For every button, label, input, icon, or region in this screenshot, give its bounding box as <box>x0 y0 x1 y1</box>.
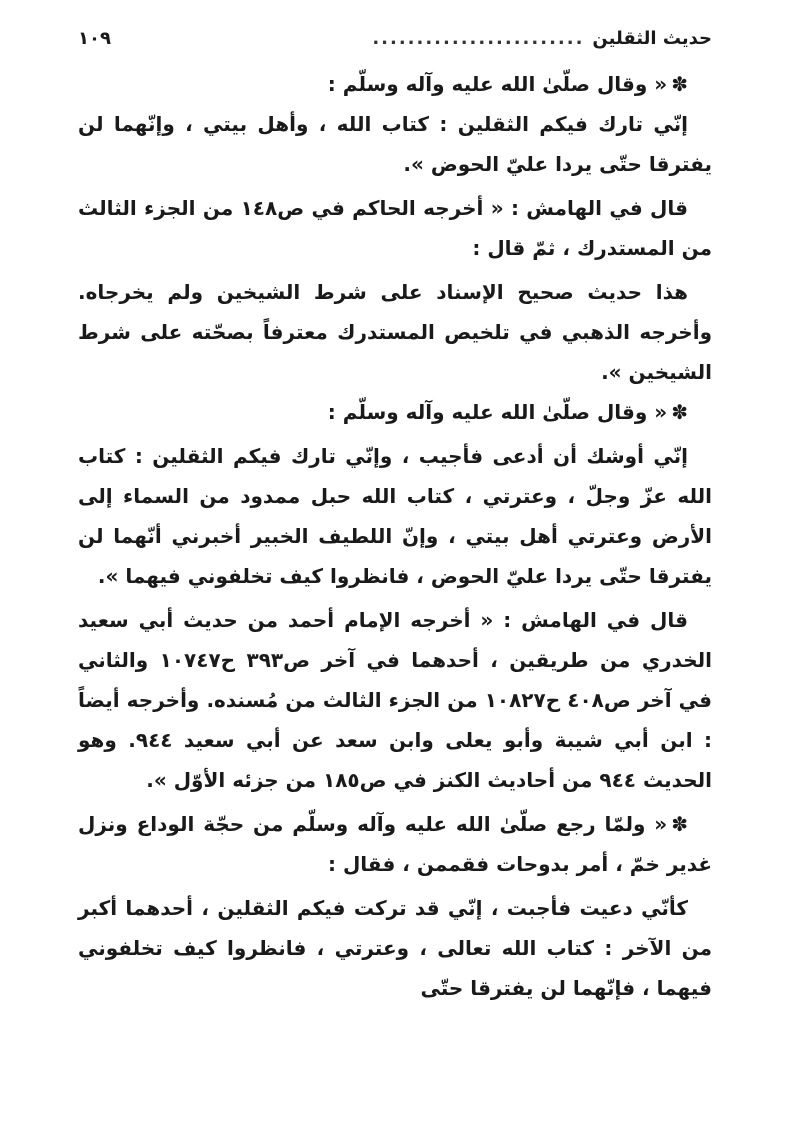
paragraph-1 <box>78 64 712 104</box>
paragraph-8-text: « ولمّا رجع صلّىٰ الله عليه وآله وسلّم من حجّة الوداع ونزل غدير خمّ ، أمر بدوحات فقممن ، فقال : <box>78 812 712 876</box>
paragraph-1-text: « وقال صلّىٰ الله عليه وآله وسلّم : <box>327 72 668 96</box>
paragraph-3: قال في الهامش : « أخرجه الحاكم في ص١٤٨ من الجزء الثالث من المستدرك ، ثمّ قال : <box>78 196 712 260</box>
paragraph-4: هذا حديث صحيح الإسناد على شرط الشيخين ولم يخرجاه. وأخرجه الذهبي في تلخيص المستدرك معترفاً بصحّته على شرط الشيخين ». <box>78 280 712 384</box>
running-header <box>78 28 712 64</box>
paragraph-8 <box>78 804 712 884</box>
paragraph-5-text: « وقال صلّىٰ الله عليه وآله وسلّم : <box>327 400 668 424</box>
paragraph-2: إنّي تارك فيكم الثقلين : كتاب الله ، وأهل بيتي ، وإنّهما لن يفترقا حتّى يردا عليّ الحوض ». <box>78 112 712 176</box>
paragraph-9: كأنّي دعيت فأجبت ، إنّي قد تركت فيكم الثقلين ، أحدهما أكبر من الآخر : كتاب الله تعالى ، وعترتي ، فانظروا كيف تخلفوني فيهما ، فإنّهما لن يفترقا حتّى <box>78 896 712 1000</box>
asterisk-marker-icon: ✽ <box>671 812 688 836</box>
paragraph-7: قال في الهامش : « أخرجه الإمام أحمد من حديث أبي سعيد الخدري من طريقين ، أحدهما في آخر ص٣٩٣ ح١٠٧٤٧ والثاني في آخر ص٤٠٨ ح١٠٨٢٧ من الجزء الثالث من مُسنده. وأخرجه أيضاً : ابن أبي شيبة وأبو يعلى وابن سعد عن أبي سعيد ٩٤٤. وهو الحديث ٩٤٤ من أحاديث الكنز في ص١٨٥ من جزئه الأوّل ». <box>78 608 712 792</box>
paragraph-5 <box>78 392 712 432</box>
header-title: حديث الثقلين <box>592 28 712 49</box>
asterisk-marker-icon: ✽ <box>671 72 688 96</box>
book-page <box>78 28 712 1008</box>
header-leader-dots: ........................ <box>372 28 585 49</box>
asterisk-marker-icon: ✽ <box>671 400 688 424</box>
page-number: ١٠٩ <box>78 28 111 49</box>
paragraph-6: إنّي أوشك أن أدعى فأجيب ، وإنّي تارك فيكم الثقلين : كتاب الله عزّ وجلّ ، وعترتي ، كتاب الله حبل ممدود من السماء إلى الأرض وعترتي أهل بيتي ، وإنّ اللطيف الخبير أخبرني أنّهما لن يفترقا حتّى يردا عليّ الحوض ، فانظروا كيف تخلفوني فيهما ». <box>78 444 712 588</box>
